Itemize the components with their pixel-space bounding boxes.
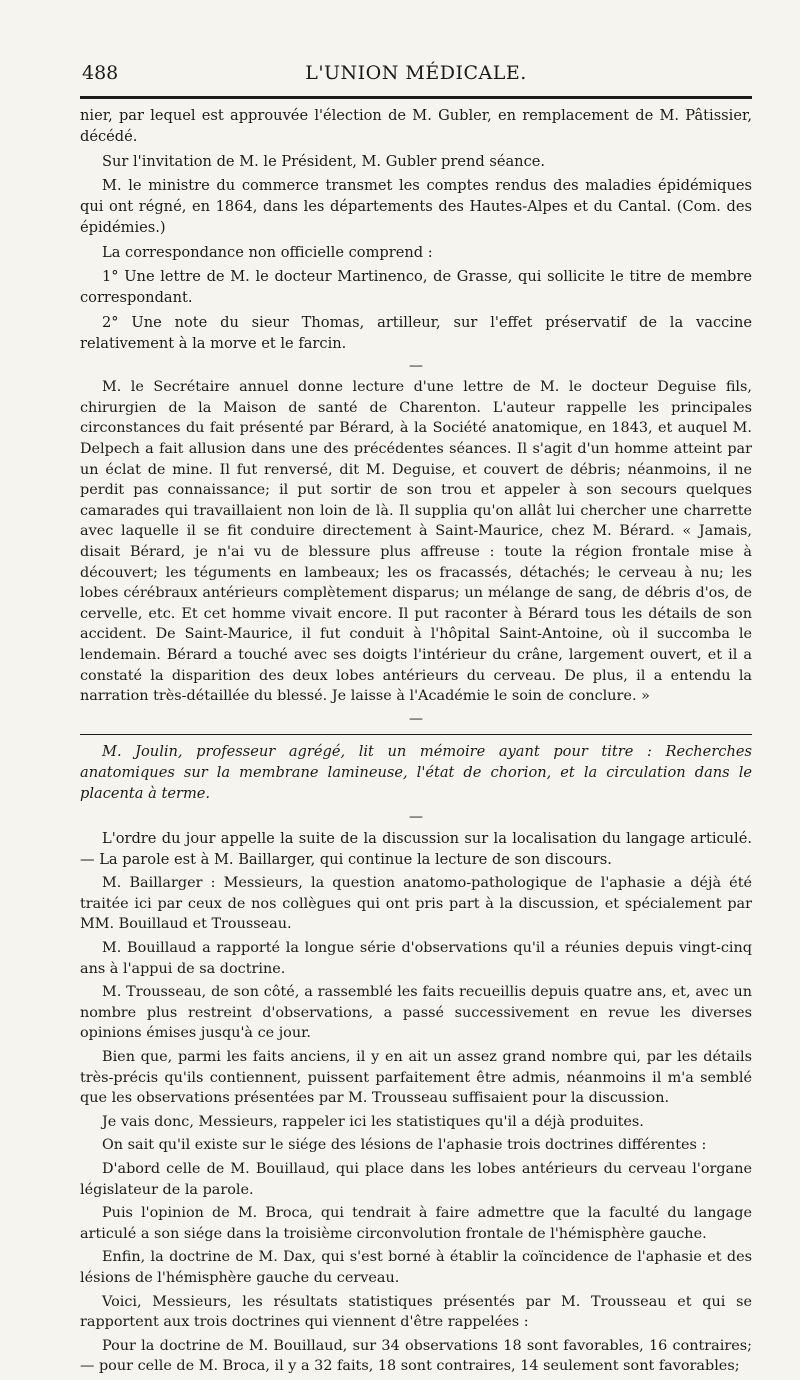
paragraph-gubler-seat: Sur l'invitation de M. le Président, M. Gubler prend séance. (102, 152, 546, 170)
paragraph-doctrine-bouillaud: D'abord celle de M. Bouillaud, qui place dans les lobes antérieurs du cerveau l'organe législateur de la parole. (80, 1160, 752, 1198)
paragraph-doctrine-broca: Puis l'opinion de M. Broca, qui tendrait à faire admettre que la faculté du langage articulé a son siége dans la troisième circonvolution frontale de l'hémisphère gauche. (80, 1205, 752, 1242)
paragraph-minister: M. le ministre du commerce transmet les comptes rendus des maladies épidémiques qui ont régné, en 1864, dans les départements des Hautes-Alpes et du Cantal. (Com. des épidémies.) (80, 176, 752, 237)
paragraph-bouillaud: M. Bouillaud a rapporté la longue série d'observations qu'il a réunies depuis vingt-cinq ans à l'appui de sa doctrine. (80, 940, 752, 977)
correspondence-item-2: 2° Une note du sieur Thomas, artilleur, sur l'effet préservatif de la vaccine relativement à la morve et le farcin. (80, 313, 752, 352)
paragraph-deguise-letter: M. le Secrétaire annuel donne lecture d'une lettre de M. le docteur Deguise fils, chirurgien de la Maison de santé de Charenton. L'auteur rappelle les principales circonstances du fait présenté par Bérard, à la Société anatomique, en 1843, et auquel M. Delpech a fait allusion dans une des précédentes séances. Il s'agit d'un homme atteint par un éclat de mine. Il fut renversé, dit M. Deguise, et couvert de débris; néanmoins, il ne perdit pas connaissance; il put sortir de son trou et appeler à son secours quelques camarades qui travaillaient non loin de là. Il supplia qu'on allât lui chercher une charrette avec laquelle il se fit conduire directement à Saint-Maurice, chez M. Bérard. « Jamais, disait Bérard, je n'ai vu de blessure plus affreuse : toute la région frontale mise à découvert; les téguments en lambeaux; les os fracassés, détachés; le cerveau à nu; les lobes cérébraux antérieurs complètement disparus; un mélange de sang, de débris d'os, de cervelle, etc. Et cet homme vivait encore. Il put raconter à Bérard tous les détails de son accident. De Saint-Maurice, il fut conduit à l'hôpital Saint-Antoine, où il succomba le lendemain. Bérard a touché avec ses doigts l'intérieur du crâne, largement ouvert, et il a constaté la disparition des deux lobes antérieurs du cerveau. De plus, il a entendu la narration très-détaillée du blessé. Je laisse à l'Académie le soin de conclure. » (80, 379, 752, 705)
page-number: 488 (82, 62, 119, 84)
paragraph-faits-anciens: Bien que, parmi les faits anciens, il y en ait un assez grand nombre qui, par les détails très-précis qu'ils contiennent, puissent parfaitement être admis, néanmoins il m'a semblé que les observations présentées par M. Trousseau suffisaient pour la discussion. (80, 1049, 752, 1107)
header-rule (80, 96, 752, 99)
correspondence-item-1: 1° Une lettre de M. le docteur Martinenco, de Grasse, qui sollicite le titre de membre correspondant. (80, 268, 752, 307)
paragraph-joulin: M. Joulin, professeur agrégé, lit un mémoire ayant pour titre : Recherches anatomiques sur la membrane lamineuse, l'état de chorion, et la circulation dans le placenta à terme. (80, 742, 752, 803)
paragraph-continuation: nier, par lequel est approuvée l'élection de M. Gubler, en remplacement de M. Pâtissier, décédé. (80, 107, 752, 146)
section-dash: — (409, 358, 423, 375)
paragraph-trousseau: M. Trousseau, de son côté, a rassemblé les faits recueillis depuis quatre ans, et, avec un nombre plus restreint d'observations, a passé successivement en revue les diverses opinions émises jusqu'à ce jour. (80, 984, 752, 1042)
paragraph-statistiques: Je vais donc, Messieurs, rappeler ici les statistiques qu'il a déjà produites. (102, 1113, 644, 1130)
paragraph-order-of-day: L'ordre du jour appelle la suite de la discussion sur la localisation du langage articulé. — La parole est à M. Baillarger, qui continue la lecture de son discours. (80, 829, 752, 868)
paragraph-correspondence: La correspondance non officielle comprend : (102, 243, 433, 261)
section-dash: — (409, 808, 423, 825)
running-head (80, 58, 752, 92)
paragraph-chiffres: Pour la doctrine de M. Bouillaud, sur 34 observations 18 sont favorables, 16 contraires; — pour celle de M. Broca, il y a 32 faits, 18 sont contraires, 14 seulement sont favorables; (80, 1337, 752, 1375)
page (80, 58, 752, 1380)
section-rule (80, 734, 752, 735)
paragraph-resultats: Voici, Messieurs, les résultats statistiques présentés par M. Trousseau et qui se rapportent aux trois doctrines qui viennent d'être rappelées : (80, 1293, 752, 1331)
section-dash: — (409, 710, 423, 727)
running-title: L'UNION MÉDICALE. (305, 62, 527, 84)
paragraph-trois-doctrines: On sait qu'il existe sur le siége des lésions de l'aphasie trois doctrines différentes : (102, 1137, 707, 1154)
paragraph-baillarger: M. Baillarger : Messieurs, la question anatomo-pathologique de l'aphasie a déjà été traitée ici par ceux de nos collègues qui ont pris part à la discussion, et spécialement par MM. Bouillaud et Trousseau. (80, 875, 752, 933)
paragraph-doctrine-dax: Enfin, la doctrine de M. Dax, qui s'est borné à établir la coïncidence de l'aphasie et des lésions de l'hémisphère gauche du cerveau. (80, 1249, 752, 1286)
